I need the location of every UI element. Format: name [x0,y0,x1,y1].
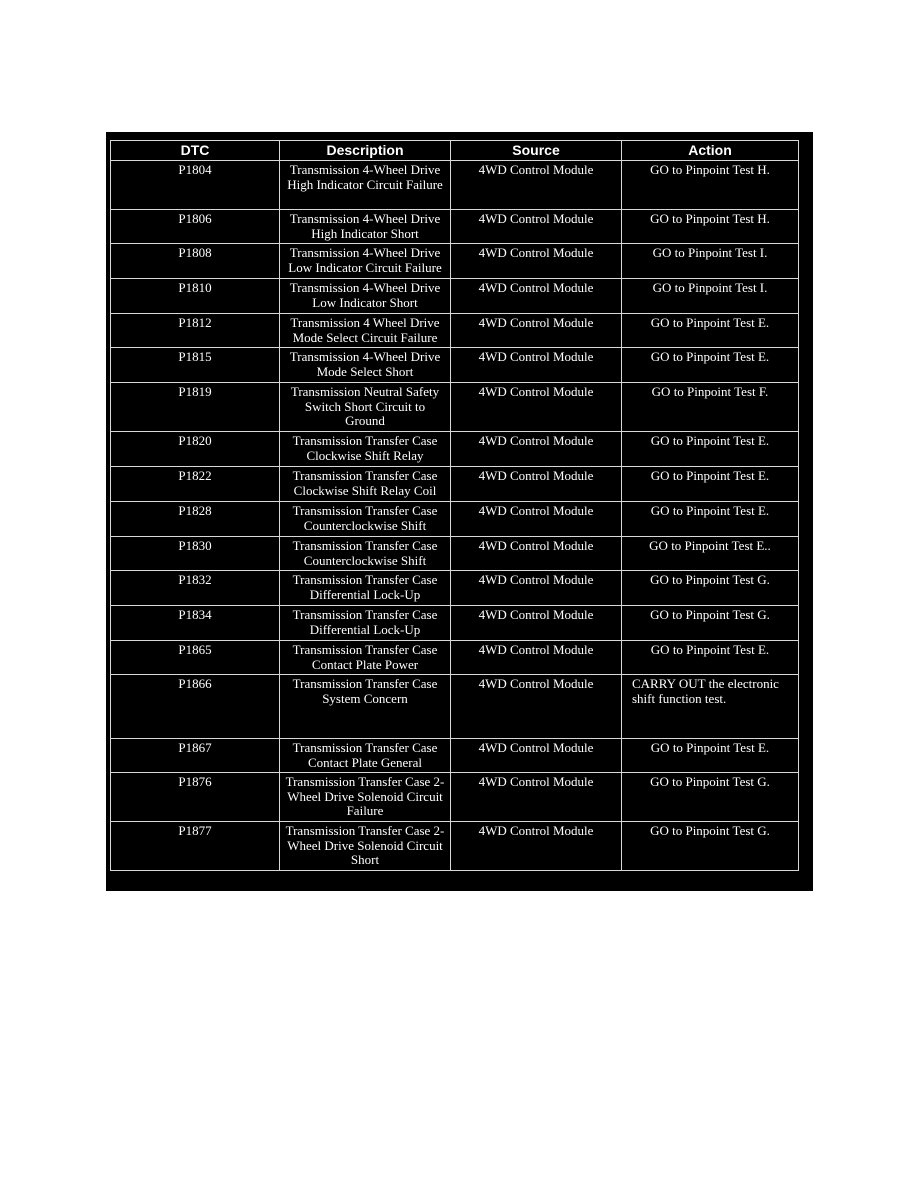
dtc-code: P1820 [111,432,280,467]
dtc-description: Transmission 4-Wheel Drive High Indicator Circuit Failure [280,161,451,210]
dtc-code: P1806 [111,210,280,244]
dtc-code: P1808 [111,244,280,279]
table-row [111,348,799,383]
dtc-code: P1877 [111,822,280,871]
dtc-source: 4WD Control Module [451,773,622,822]
table-row [111,279,799,314]
dtc-code: P1867 [111,739,280,773]
dtc-description: Transmission Transfer Case Contact Plate Power [280,641,451,675]
table-row [111,432,799,467]
dtc-code: P1832 [111,571,280,606]
dtc-source: 4WD Control Module [451,210,622,244]
table-row [111,571,799,606]
dtc-source: 4WD Control Module [451,739,622,773]
dtc-source: 4WD Control Module [451,244,622,279]
dtc-source: 4WD Control Module [451,383,622,432]
dtc-description: Transmission Transfer Case 2-Wheel Drive Solenoid Circuit Failure [280,773,451,822]
dtc-source: 4WD Control Module [451,279,622,314]
table-row [111,502,799,537]
dtc-description: Transmission Transfer Case Differential Lock-Up [280,571,451,606]
dtc-action: GO to Pinpoint Test G. [622,773,799,822]
dtc-table [110,140,799,871]
table-row [111,383,799,432]
dtc-code: P1804 [111,161,280,210]
dtc-description: Transmission 4-Wheel Drive Mode Select Short [280,348,451,383]
dtc-description: Transmission Transfer Case Counterclockwise Shift [280,502,451,537]
dtc-action: GO to Pinpoint Test I. [622,279,799,314]
dtc-action: GO to Pinpoint Test E. [622,348,799,383]
dtc-action: GO to Pinpoint Test I. [622,244,799,279]
dtc-action: GO to Pinpoint Test F. [622,383,799,432]
dtc-action: CARRY OUT the electronic shift function test. [622,675,799,739]
dtc-source: 4WD Control Module [451,348,622,383]
header-action: Action [622,141,799,161]
dtc-description: Transmission Transfer Case 2-Wheel Drive Solenoid Circuit Short [280,822,451,871]
dtc-source: 4WD Control Module [451,641,622,675]
dtc-description: Transmission Transfer Case Clockwise Shift Relay [280,432,451,467]
table-row [111,467,799,502]
dtc-description: Transmission 4-Wheel Drive High Indicator Short [280,210,451,244]
table-row [111,537,799,571]
dtc-description: Transmission Transfer Case System Concern [280,675,451,739]
dtc-description: Transmission 4-Wheel Drive Low Indicator Circuit Failure [280,244,451,279]
dtc-source: 4WD Control Module [451,502,622,537]
table-row [111,161,799,210]
dtc-description: Transmission Neutral Safety Switch Short Circuit to Ground [280,383,451,432]
dtc-action: GO to Pinpoint Test G. [622,822,799,871]
header-dtc: DTC [111,141,280,161]
table-row [111,773,799,822]
dtc-action: GO to Pinpoint Test G. [622,606,799,641]
dtc-code: P1822 [111,467,280,502]
dtc-source: 4WD Control Module [451,467,622,502]
dtc-source: 4WD Control Module [451,571,622,606]
dtc-source: 4WD Control Module [451,432,622,467]
dtc-source: 4WD Control Module [451,606,622,641]
dtc-source: 4WD Control Module [451,537,622,571]
dtc-action: GO to Pinpoint Test E. [622,502,799,537]
dtc-action: GO to Pinpoint Test E. [622,467,799,502]
dtc-action: GO to Pinpoint Test E. [622,641,799,675]
dtc-action: GO to Pinpoint Test E. [622,739,799,773]
dtc-action: GO to Pinpoint Test E. [622,432,799,467]
dtc-description: Transmission Transfer Case Contact Plate General [280,739,451,773]
dtc-action: GO to Pinpoint Test H. [622,161,799,210]
dtc-description: Transmission Transfer Case Counterclockwise Shift [280,537,451,571]
dtc-code: P1810 [111,279,280,314]
dtc-description: Transmission 4-Wheel Drive Low Indicator Short [280,279,451,314]
dtc-code: P1830 [111,537,280,571]
table-row [111,822,799,871]
header-description: Description [280,141,451,161]
header-source: Source [451,141,622,161]
table-row [111,210,799,244]
dtc-code: P1865 [111,641,280,675]
dtc-code: P1834 [111,606,280,641]
dtc-table-frame [106,132,813,891]
table-row [111,244,799,279]
dtc-source: 4WD Control Module [451,314,622,348]
dtc-action: GO to Pinpoint Test E.. [622,537,799,571]
dtc-code: P1819 [111,383,280,432]
dtc-action: GO to Pinpoint Test G. [622,571,799,606]
dtc-action: GO to Pinpoint Test H. [622,210,799,244]
table-row [111,739,799,773]
dtc-description: Transmission 4 Wheel Drive Mode Select Circuit Failure [280,314,451,348]
table-header-row [111,141,799,161]
dtc-source: 4WD Control Module [451,822,622,871]
table-row [111,606,799,641]
dtc-code: P1812 [111,314,280,348]
table-row [111,675,799,739]
dtc-action: GO to Pinpoint Test E. [622,314,799,348]
table-row [111,641,799,675]
dtc-source: 4WD Control Module [451,675,622,739]
dtc-description: Transmission Transfer Case Clockwise Shift Relay Coil [280,467,451,502]
dtc-code: P1866 [111,675,280,739]
dtc-code: P1815 [111,348,280,383]
dtc-description: Transmission Transfer Case Differential Lock-Up [280,606,451,641]
dtc-source: 4WD Control Module [451,161,622,210]
dtc-code: P1828 [111,502,280,537]
dtc-code: P1876 [111,773,280,822]
table-row [111,314,799,348]
